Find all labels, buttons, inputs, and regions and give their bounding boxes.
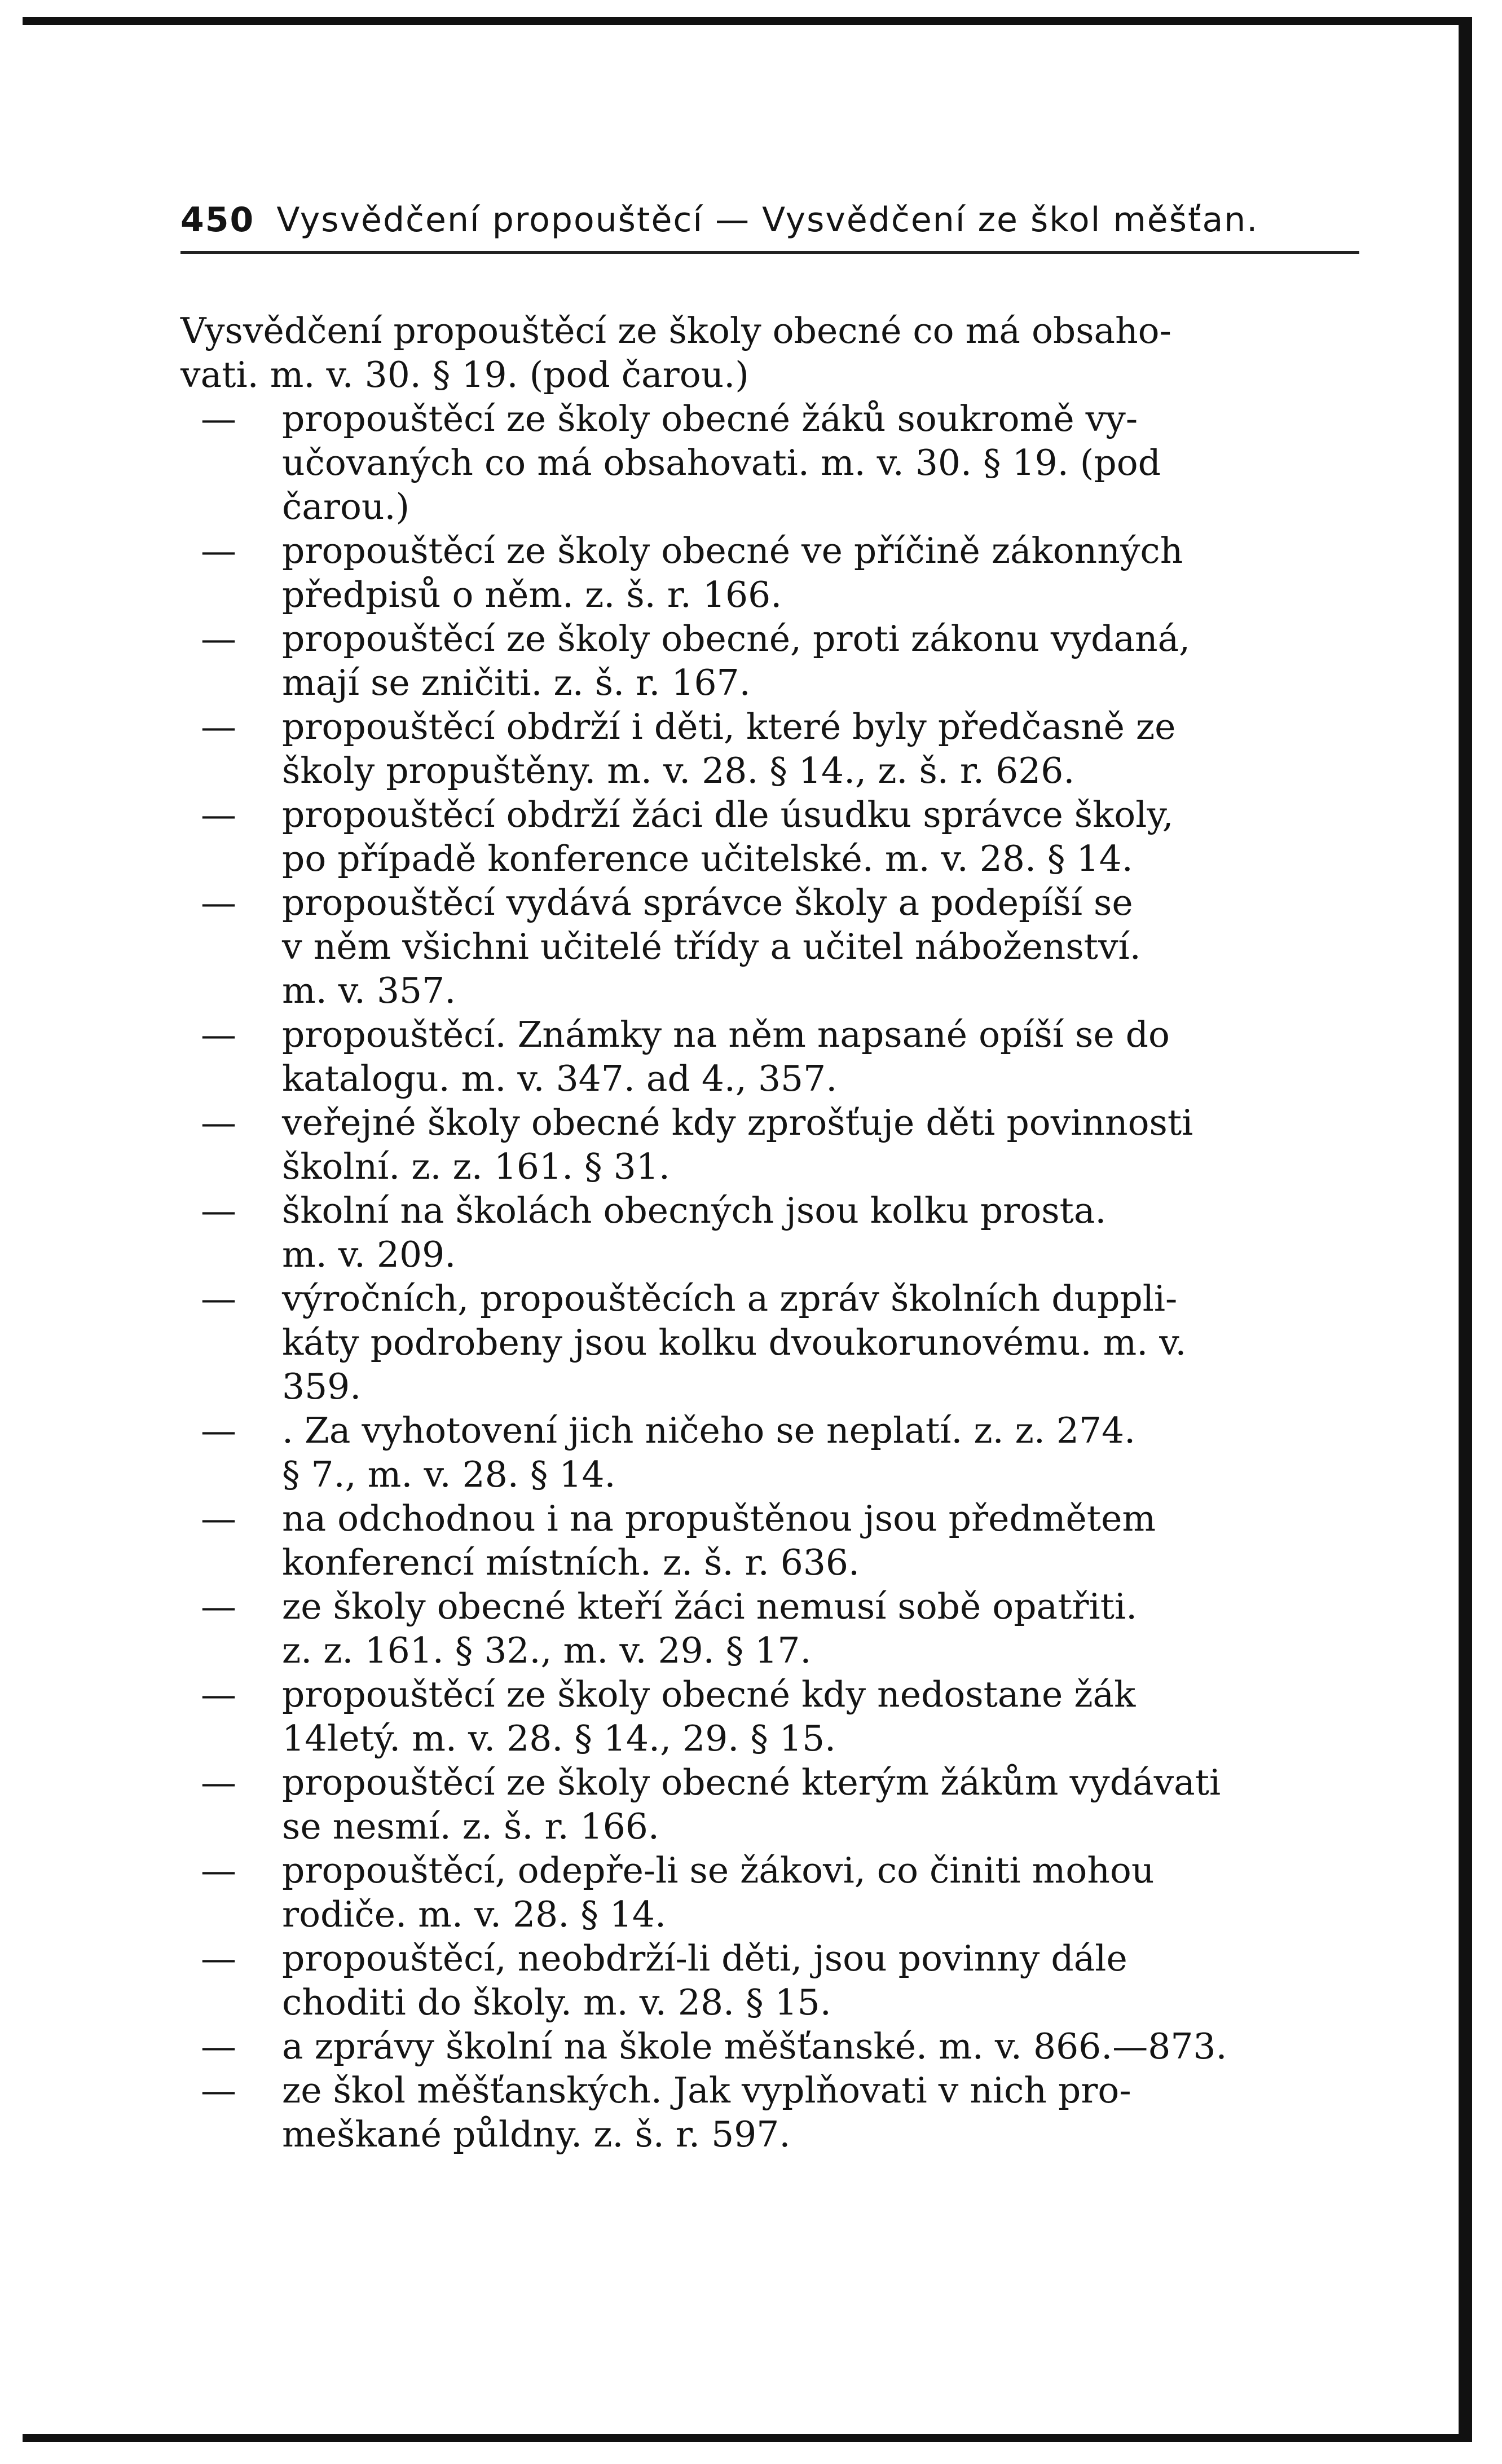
entry-line: propouštěcí ze školy obecné žáků soukromě vy- — [282, 398, 1138, 439]
entry-dash: — — [201, 1762, 236, 1803]
entry-line: 359. — [282, 1366, 362, 1407]
index-entry — [180, 1761, 1365, 1849]
entry-line: 14letý. m. v. 28. § 14., 29. § 15. — [282, 1718, 836, 1759]
entry-line: meškané půldny. z. š. r. 597. — [282, 2114, 791, 2155]
entry-line: Vysvědčení propouštěcí ze školy obecné co má obsaho- — [180, 310, 1171, 351]
index-entry — [180, 1013, 1365, 1101]
entry-line: rodiče. m. v. 28. § 14. — [282, 1894, 667, 1935]
entry-line: výročních, propouštěcích a zpráv školních duppli- — [282, 1278, 1178, 1319]
entry-line: školy propuštěny. m. v. 28. § 14., z. š. r. 626. — [282, 750, 1075, 791]
entry-dash: — — [201, 618, 236, 659]
entry-line: m. v. 357. — [282, 970, 456, 1011]
entry-dash: — — [201, 1014, 236, 1055]
entry-line: propouštěcí, neobdrží-li děti, jsou povinny dále — [282, 1938, 1127, 1979]
header-rule — [180, 251, 1359, 254]
entry-dash: — — [201, 2026, 236, 2067]
entry-dash: — — [201, 1410, 236, 1451]
entry-dash: — — [201, 1102, 236, 1143]
entry-line: konferencí místních. z. š. r. 636. — [282, 1542, 860, 1583]
entry-dash: — — [201, 398, 236, 439]
index-entry — [180, 1101, 1365, 1189]
entry-dash: — — [201, 1674, 236, 1715]
entry-dash: — — [201, 1190, 236, 1231]
entry-line: katalogu. m. v. 347. ad 4., 357. — [282, 1058, 838, 1099]
index-entry — [180, 1673, 1365, 1761]
index-entry — [180, 881, 1365, 1013]
index-entry — [180, 1585, 1365, 1673]
index-entry — [180, 529, 1365, 617]
index-entries — [180, 309, 1365, 2157]
entry-dash: — — [201, 1498, 236, 1539]
entry-line: propouštěcí obdrží i děti, které byly předčasně ze — [282, 706, 1176, 747]
entry-dash: — — [201, 794, 236, 835]
entry-line: čarou.) — [282, 486, 410, 527]
entry-line: veřejné školy obecné kdy zprošťuje děti povinnosti — [282, 1102, 1193, 1143]
index-entry — [180, 1277, 1365, 1409]
entry-line: propouštěcí ze školy obecné, proti zákonu vydaná, — [282, 618, 1191, 659]
entry-dash: — — [201, 1586, 236, 1627]
entry-line: mají se zničiti. z. š. r. 167. — [282, 662, 751, 703]
index-entry — [180, 1409, 1365, 1497]
entry-dash: — — [201, 1938, 236, 1979]
entry-dash: — — [201, 1278, 236, 1319]
entry-line: m. v. 209. — [282, 1234, 456, 1275]
entry-line: ze škol měšťanských. Jak vyplňovati v nich pro- — [282, 2070, 1131, 2111]
index-entry — [180, 705, 1365, 793]
entry-line: se nesmí. z. š. r. 166. — [282, 1806, 659, 1847]
page-header — [180, 197, 1359, 243]
entry-line: po případě konference učitelské. m. v. 28. § 14. — [282, 838, 1133, 879]
entry-dash: — — [201, 2070, 236, 2111]
entry-line: . Za vyhotovení jich ničeho se neplatí. z. z. 274. — [282, 1410, 1136, 1451]
entry-dash: — — [201, 882, 236, 923]
entry-line: a zprávy školní na škole měšťanské. m. v. 866.—873. — [282, 2026, 1227, 2067]
entry-line: z. z. 161. § 32., m. v. 29. § 17. — [282, 1630, 812, 1671]
entry-line: učovaných co má obsahovati. m. v. 30. § 19. (pod — [282, 442, 1161, 483]
index-entry — [180, 2025, 1365, 2069]
index-entry — [180, 1189, 1365, 1277]
entry-line: propouštěcí ze školy obecné kdy nedostane žák — [282, 1674, 1136, 1715]
index-entry — [180, 2069, 1365, 2157]
entry-line: v něm všichni učitelé třídy a učitel náboženství. — [282, 926, 1141, 967]
index-entry — [180, 1849, 1365, 1937]
entry-line: propouštěcí ze školy obecné kterým žákům vydávati — [282, 1762, 1221, 1803]
entry-line: předpisů o něm. z. š. r. 166. — [282, 574, 782, 615]
entry-line: káty podrobeny jsou kolku dvoukorunovému. m. v. — [282, 1322, 1187, 1363]
entry-line: choditi do školy. m. v. 28. § 15. — [282, 1982, 831, 2023]
entry-line: ze školy obecné kteří žáci nemusí sobě opatřiti. — [282, 1586, 1138, 1627]
index-entry — [180, 793, 1365, 881]
entry-line: vati. m. v. 30. § 19. (pod čarou.) — [180, 354, 749, 395]
entry-line: propouštěcí ze školy obecné ve příčině zákonných — [282, 530, 1183, 571]
entry-line: § 7., m. v. 28. § 14. — [282, 1454, 616, 1495]
index-entry — [180, 1497, 1365, 1585]
entry-line: školní. z. z. 161. § 31. — [282, 1146, 670, 1187]
entry-dash: — — [201, 706, 236, 747]
entry-line: na odchodnou i na propuštěnou jsou předmětem — [282, 1498, 1156, 1539]
index-entry — [180, 397, 1365, 529]
index-entry — [180, 1937, 1365, 2025]
entry-line: propouštěcí vydává správce školy a podepíší se — [282, 882, 1133, 923]
index-entry — [180, 617, 1365, 705]
entry-line: propouštěcí. Známky na něm napsané opíší se do — [282, 1014, 1170, 1055]
entry-line: propouštěcí obdrží žáci dle úsudku správce školy, — [282, 794, 1174, 835]
index-entry — [180, 309, 1365, 397]
page-number: 450 — [180, 200, 255, 240]
entry-line: školní na školách obecných jsou kolku prosta. — [282, 1190, 1107, 1231]
entry-line: propouštěcí, odepře-li se žákovi, co činiti mohou — [282, 1850, 1155, 1891]
entry-dash: — — [201, 530, 236, 571]
running-title: Vysvědčení propouštěcí — Vysvědčení ze škol měšťan. — [276, 200, 1259, 240]
entry-dash: — — [201, 1850, 236, 1891]
